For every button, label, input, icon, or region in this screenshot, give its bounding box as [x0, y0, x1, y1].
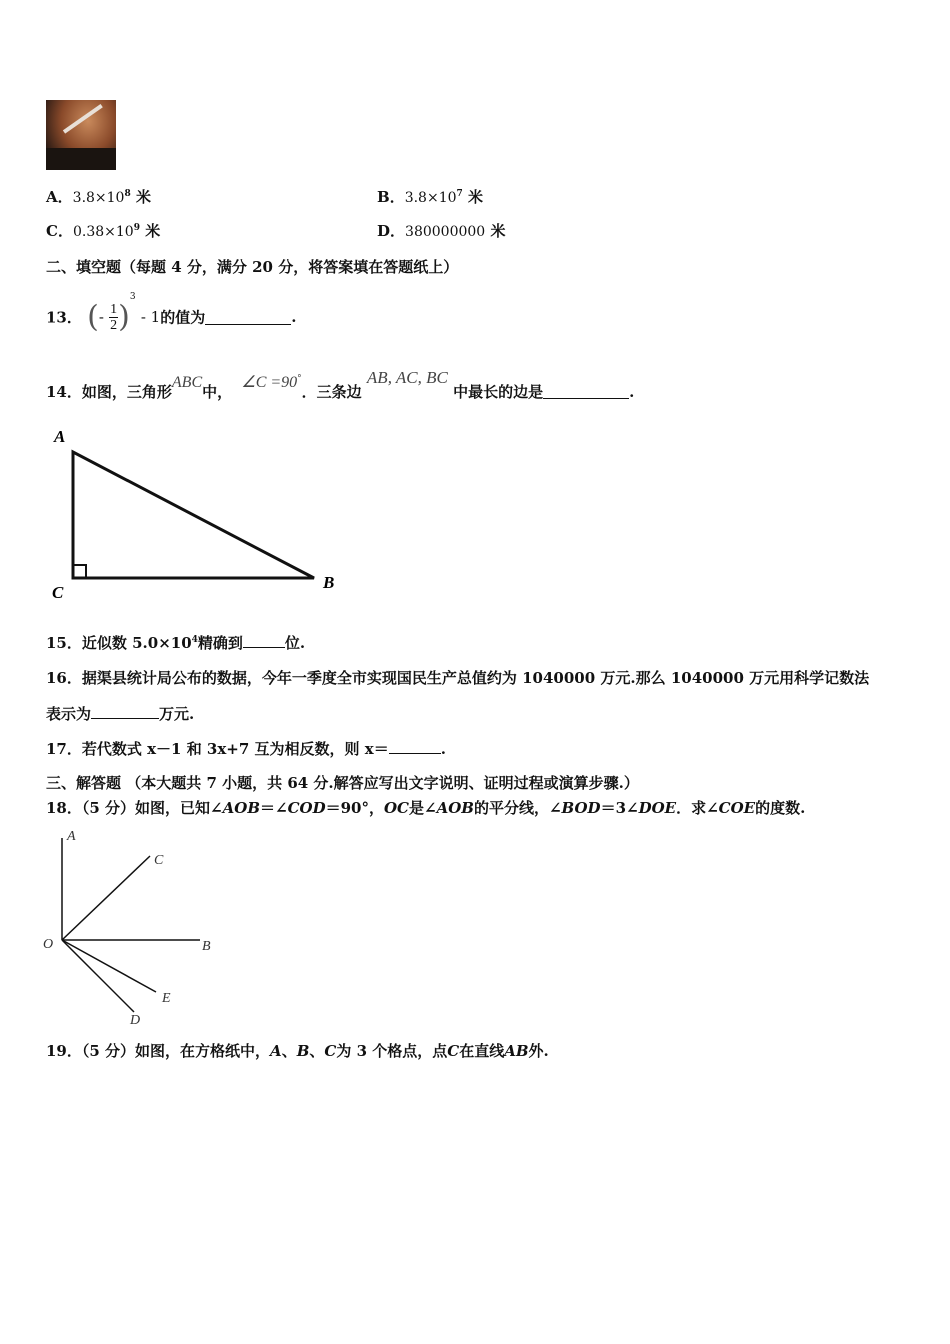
- photo-ground: [46, 148, 116, 170]
- question-14: 14．如图，三角形ABC中， ∠C =90°．三条边 AB, AC, BC 中最长的边是 .: [46, 368, 635, 401]
- ray-label-e: E: [162, 991, 171, 1006]
- question-17: 17．若代数式 x－1 和 3x+7 互为相反数，则 x＝ .: [46, 740, 446, 758]
- vertex-label-a: A: [54, 427, 66, 446]
- ray-oc: [62, 856, 150, 940]
- rocket-streak: [63, 104, 103, 134]
- answer-blank-16[interactable]: [91, 704, 159, 719]
- rocket-launch-photo: [46, 100, 116, 170]
- ray-label-c: C: [154, 853, 164, 868]
- triangle-abc: [73, 452, 314, 578]
- section-2-heading: 二、填空题（每题 4 分，满分 20 分，将答案填在答题纸上）: [46, 258, 459, 276]
- vertex-label-c: C: [52, 583, 64, 602]
- ray-label-a: A: [67, 829, 76, 844]
- answer-blank-13[interactable]: [205, 310, 291, 325]
- answer-blank-17[interactable]: [389, 739, 441, 754]
- ray-label-d: D: [130, 1013, 141, 1028]
- ray-label-b: B: [202, 939, 211, 954]
- option-a: A．$3.8\times 10^8$ 米: [46, 188, 151, 206]
- option-c: C．$0.38\times 10^9$ 米: [46, 222, 161, 240]
- right-triangle-figure: [46, 422, 346, 606]
- ray-label-o: O: [43, 937, 54, 952]
- question-16-line-2: 表示为 万元.: [46, 705, 195, 723]
- ray-oe: [62, 940, 156, 992]
- vertex-label-b: B: [323, 573, 335, 592]
- answer-blank-15[interactable]: [243, 633, 285, 648]
- question-18: 18．（5 分）如图，已知∠AOB＝∠COD＝90°，OC是∠AOB的平分线，∠BOD＝3∠DOE．求∠COE的度数.: [46, 799, 806, 817]
- question-13: 13． (- $\frac{1}{2})^3 - 1$的值为 .: [46, 292, 297, 335]
- question-16-line-1: 16．据渠县统计局公布的数据，今年一季度全市实现国民生产总值约为 1040000 万元.那么 1040000 万元用科学记数法: [46, 669, 870, 687]
- fraction-one-half: $\frac{1}{2}$: [110, 301, 118, 333]
- question-19: 19．（5 分）如图，在方格纸中，A、B、C为 3 个格点，点C在直线AB外.: [46, 1042, 549, 1060]
- ray-od: [62, 940, 134, 1012]
- answer-blank-14[interactable]: [543, 384, 629, 399]
- question-15: 15．近似数 $5.0\times 10^4$精确到 位.: [46, 634, 306, 652]
- section-3-heading: 三、解答题 （本大题共 7 小题，共 64 分.解答应写出文字说明、证明过程或演算步骤.）: [46, 774, 639, 792]
- option-b: B．$3.8\times 10^7$ 米: [377, 188, 484, 206]
- right-angle-marker: [73, 565, 86, 578]
- option-d: D．380000000 米: [377, 222, 506, 240]
- angle-rays-figure: [40, 826, 230, 1032]
